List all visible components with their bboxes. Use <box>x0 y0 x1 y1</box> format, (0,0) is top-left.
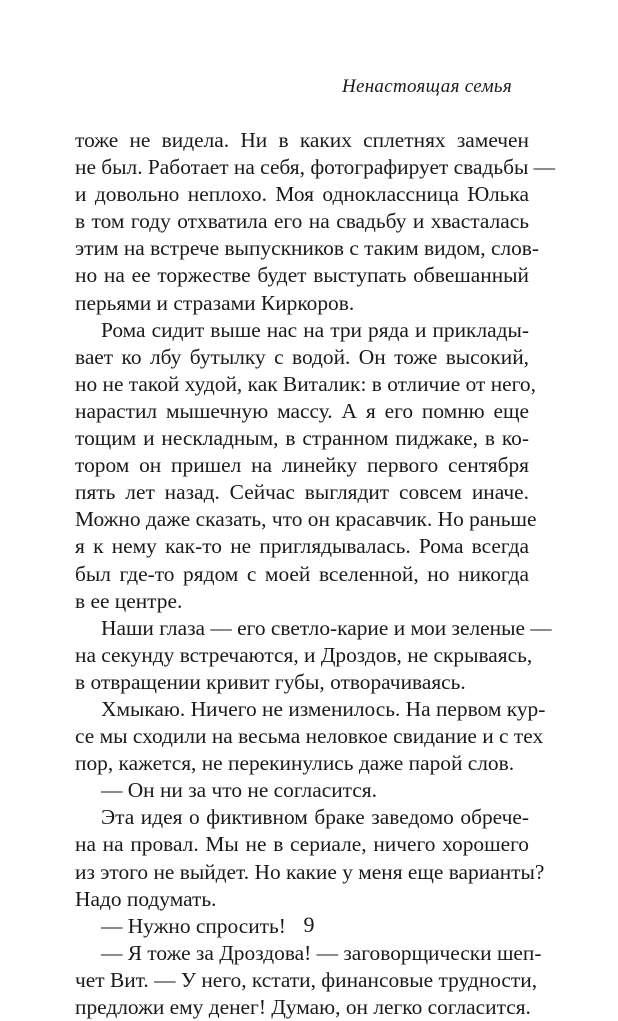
text-line: предложи ему денег! Думаю, он легко согласится. <box>75 995 531 1019</box>
text-line: но не такой худой, как Виталик: в отличие от него, <box>75 371 536 396</box>
text-line: Можно даже сказать, что он красавчик. Но раньше <box>75 507 537 532</box>
text-line: Хмыкаю. Ничего не изменилось. На первом кур- <box>101 696 546 721</box>
text-line: пять лет назад. Сейчас выглядит совсем иначе. <box>75 480 529 505</box>
text-line: но на ее торжестве будет выступать обвешанный <box>75 263 529 288</box>
text-line: се мы сходили на весьма неловкое свидание и с тех <box>75 724 544 749</box>
text-line: нарастил мышечную массу. А я его помню еще <box>75 398 529 423</box>
text-line: на секунду встречаются, и Дроздов, не скрываясь, <box>75 642 533 667</box>
text-line: на на провал. Мы не в сериале, ничего хорошего <box>75 832 529 857</box>
text-line: Надо подумать. <box>75 886 217 911</box>
text-line: вает ко лбу бутылку с водой. Он тоже высокий, <box>75 344 529 369</box>
text-line: пор, кажется, не перекинулись даже парой слов. <box>75 751 515 776</box>
running-head: Ненастоящая семья <box>341 76 512 97</box>
text-line: в том году отхватила его на свадьбу и хвасталась <box>75 209 529 234</box>
text-line: Наши глаза — его светло-карие и мои зеленые — <box>101 615 552 640</box>
text-line: тоже не видела. Ни в каких сплетнях замечен <box>75 128 529 152</box>
text-line: Эта идея о фиктивном браке заведомо обрече- <box>101 805 529 830</box>
text-line: перьями и стразами Киркоров. <box>75 290 355 315</box>
text-line: и довольно неплохо. Моя одноклассница Юлька <box>75 182 529 207</box>
text-line: не был. Работает на себя, фотографирует свадьбы — <box>75 155 556 180</box>
text-line: — Нужно спросить! <box>101 913 286 938</box>
text-line: в отвращении кривит губы, отворачиваясь. <box>75 669 466 694</box>
text-line: тощим и нескладным, в странном пиджаке, в ко- <box>75 426 529 451</box>
page-number: 9 <box>303 912 315 937</box>
text-line: — Я тоже за Дроздова! — заговорщически шеп- <box>101 940 542 965</box>
text-line: был где-то рядом с моей вселенной, но никогда <box>75 561 529 586</box>
text-line: — Он ни за что не согласится. <box>101 778 377 803</box>
text-line: из этого не выйдет. Но какие у меня еще варианты? <box>75 859 545 884</box>
text-line: этим на встрече выпускников с таким видом, слов- <box>75 236 540 261</box>
text-line: тором он пришел на линейку первого сентября <box>75 453 529 478</box>
body-text <box>75 127 556 1021</box>
text-line: в ее центре. <box>75 588 183 613</box>
text-line: чет Вит. — У него, кстати, финансовые трудности, <box>75 967 538 992</box>
text-line: Рома сидит выше нас на три ряда и приклады- <box>101 317 529 342</box>
text-line: я к нему как-то не приглядывалась. Рома всегда <box>75 534 529 559</box>
